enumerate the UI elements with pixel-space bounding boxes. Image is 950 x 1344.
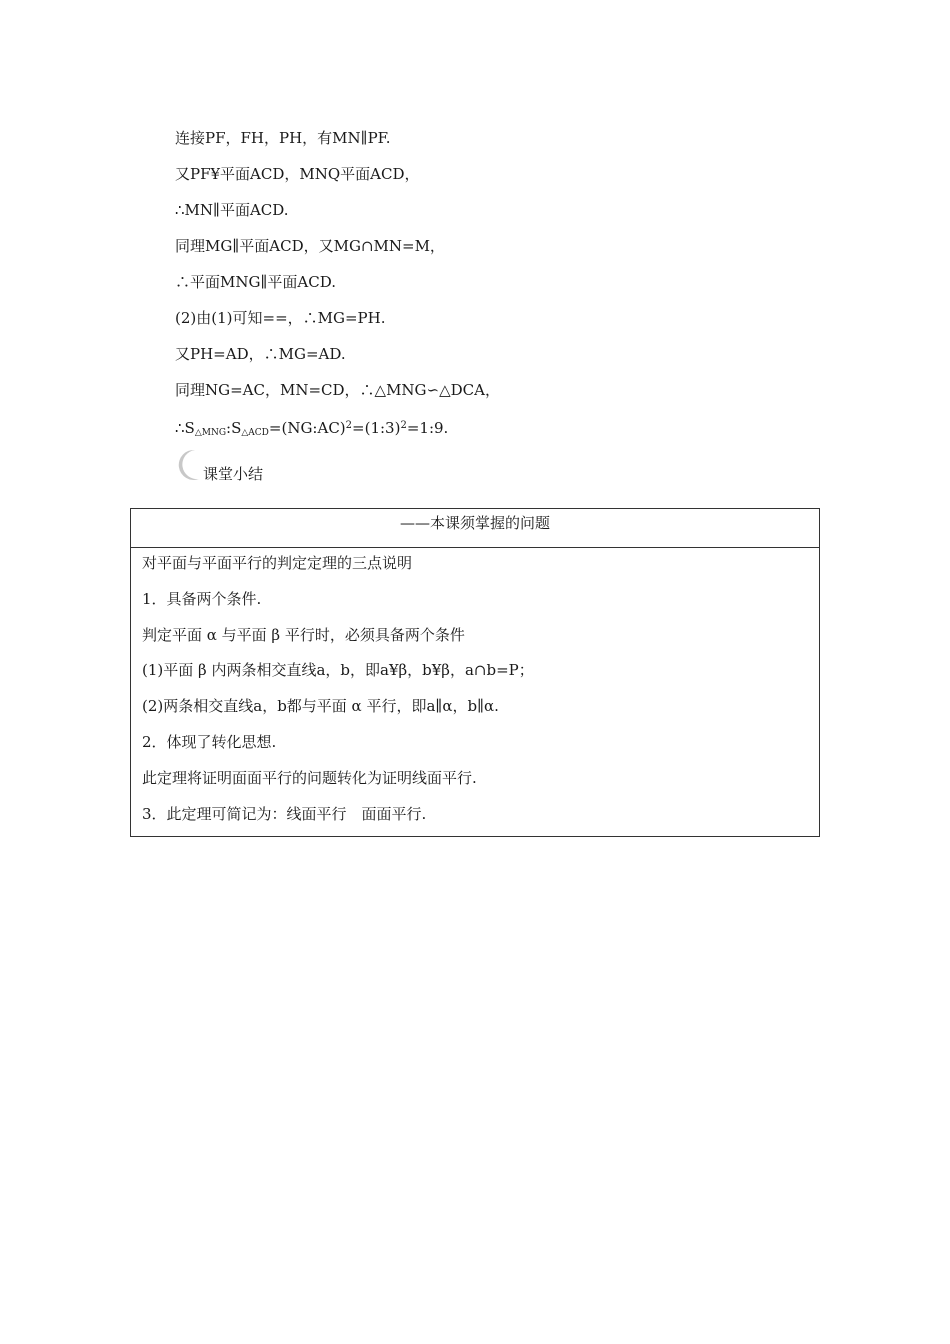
proof-line-connect: 连接PF，FH，PH，有MN∥PF. xyxy=(175,129,391,147)
area-ratio-middle: =(NG:AC) xyxy=(268,419,346,437)
box-line-condition1: (1)平面 β 内两条相交直线a，b，即a¥β，b¥β，a∩b=P； xyxy=(142,661,534,680)
box-line-point1: 1．具备两个条件. xyxy=(142,589,262,608)
key-points-box xyxy=(130,508,820,837)
area-ratio-mid2: =(1:3) xyxy=(352,419,401,437)
area-ratio-prefix: ∴S xyxy=(175,419,195,437)
crescent-icon xyxy=(173,448,201,482)
box-line-condition2: (2)两条相交直线a，b都与平面 α 平行，即a∥α，b∥α. xyxy=(142,697,499,716)
proof-line-area-ratio xyxy=(175,412,815,448)
summary-heading xyxy=(173,448,373,488)
box-line-point2: 2．体现了转化思想. xyxy=(142,732,277,751)
box-line-intro: 对平面与平面平行的判定定理的三点说明 xyxy=(142,554,413,572)
proof-line-plane-parallel: ∴平面MNG∥平面ACD. xyxy=(175,273,336,291)
proof-section xyxy=(175,124,815,448)
proof-line-part2: (2)由(1)可知==，∴MG=PH. xyxy=(175,309,386,327)
proof-line-pf-in-plane: 又PF¥平面ACD，MNQ平面ACD， xyxy=(175,165,420,183)
area-ratio-colon: :S xyxy=(226,419,242,437)
area-ratio-sup-2: 2 xyxy=(400,420,407,431)
area-ratio-sub-mng: △MNG xyxy=(194,428,227,438)
box-line-point2-desc: 此定理将证明面面平行的问题转化为证明线面平行. xyxy=(142,768,477,787)
proof-line-similar-triangles: 同理NG=AC，MN=CD，∴△MNG∽△DCA， xyxy=(175,381,500,399)
box-body xyxy=(131,548,819,834)
area-ratio-sub-acd: △ACD xyxy=(241,428,269,438)
box-line-point1-desc: 判定平面 α 与平面 β 平行时，必须具备两个条件 xyxy=(142,625,465,644)
proof-line-ph-ad: 又PH=AD，∴MG=AD. xyxy=(175,345,346,363)
area-ratio-suffix: =1:9. xyxy=(406,419,449,437)
proof-line-mn-parallel: ∴MN∥平面ACD. xyxy=(175,201,289,219)
box-header: ——本课须掌握的问题 xyxy=(131,509,819,548)
area-ratio-sup-1: 2 xyxy=(345,420,353,431)
summary-title: 课堂小结 xyxy=(203,465,264,483)
box-line-point3: 3．此定理可简记为：线面平行 面面平行. xyxy=(142,804,427,823)
proof-line-mg-parallel: 同理MG∥平面ACD，又MG∩MN=M， xyxy=(175,237,445,255)
